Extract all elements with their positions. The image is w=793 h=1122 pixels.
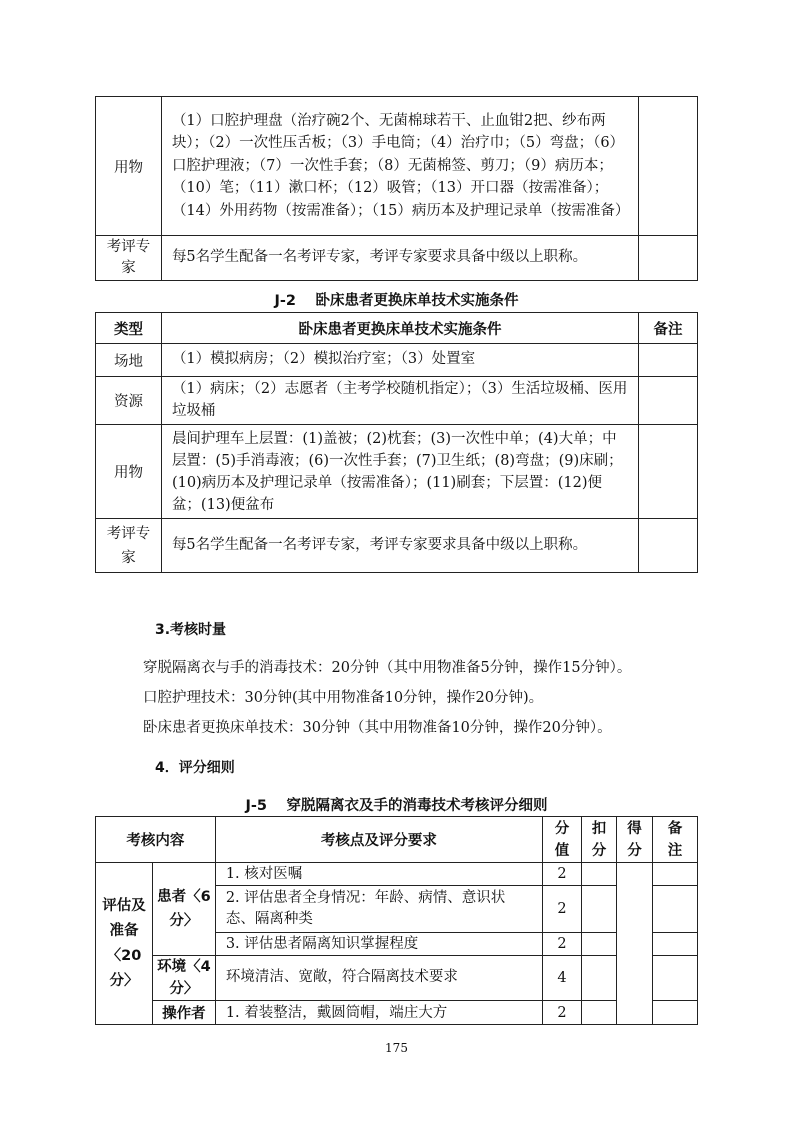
- content-text: 每5名学生配备一名考评专家，考评专家要求具备中级以上职称。: [171, 249, 588, 266]
- item-score: 4: [543, 956, 582, 1001]
- deduct-cell: [582, 933, 617, 956]
- content-cell: （1）病床；（2）志愿者（主考学校随机指定）；（3）生活垃圾桶、医用垃圾桶: [161, 377, 638, 425]
- header-content: 卧床患者更换床单技术实施条件: [161, 313, 638, 344]
- item-text: 环境清洁、宽敞，符合隔离技术要求: [215, 956, 542, 1001]
- deduct-cell: [582, 956, 617, 1001]
- content-text: （1）口腔护理盘（治疗碗2个、无菌棉球若干、止血钳2把、纱布两块）；（2）一次性压舌板；（3）手电筒；（4）治疗巾；（5）弯盘；（6）口腔护理液；（7）一次性手套；（8）无菌棉签、剪刀；（9）病历本；（10）笔；（11）漱口杯；（12）吸管；（13）开口器（按需准备）；（14）外用药物（按需准备）；（15）病历本及护理记录单（按需准备）: [171, 112, 630, 219]
- table-j2-caption: J-2 卧床患者更换床单技术实施条件: [274, 293, 519, 309]
- item-text: 2. 评估患者全身情况：年龄、病情、意识状态、隔离种类: [215, 886, 542, 933]
- header-note: 备注: [652, 817, 697, 863]
- note-cell: [652, 933, 697, 956]
- table-continuation: [95, 96, 698, 281]
- type-cell: 资源: [96, 377, 162, 425]
- item-score: 2: [543, 863, 582, 886]
- header-points: 考核点及评分要求: [215, 817, 542, 863]
- type-cell: [96, 97, 162, 236]
- section-3-heading: 3.考核时量: [155, 622, 227, 638]
- item-text: 3. 评估患者隔离知识掌握程度: [215, 933, 542, 956]
- type-cell: 考评专家: [96, 519, 162, 573]
- item-text: 1. 核对医嘱: [215, 863, 542, 886]
- note-cell: [639, 519, 698, 573]
- deduct-cell: [582, 1001, 617, 1025]
- page-number: 175: [385, 1041, 408, 1055]
- table-j5-caption: J-5 穿脱隔离衣及手的消毒技术考核评分细则: [245, 798, 548, 814]
- note-cell: [652, 956, 697, 1001]
- content-cell: （1）模拟病房；（2）模拟治疗室；（3）处置室: [161, 344, 638, 377]
- type-cell: [96, 236, 162, 281]
- content-cell: 每5名学生配备一名考评专家，考评专家要求具备中级以上职称。: [161, 519, 638, 573]
- note-cell: [639, 344, 698, 377]
- type-cell: 场地: [96, 344, 162, 377]
- content-cell: [161, 97, 638, 236]
- header-type: 类型: [96, 313, 162, 344]
- sub-patient: 患者〈6分〉: [152, 863, 215, 956]
- note-cell: [652, 1001, 697, 1025]
- group-cell: 评估及准备〈20分〉: [96, 863, 153, 1025]
- item-score: 2: [543, 1001, 582, 1025]
- header-note: 备注: [639, 313, 698, 344]
- note-cell: [652, 886, 697, 933]
- type-label: 考评专家: [106, 239, 151, 276]
- get-cell: [616, 863, 652, 1025]
- item-score: 2: [543, 886, 582, 933]
- item-text: 1. 着装整洁，戴圆筒帽，端庄大方: [215, 1001, 542, 1025]
- header-deduct: 扣分: [582, 817, 617, 863]
- item-score: 2: [543, 933, 582, 956]
- note-cell: [639, 236, 698, 281]
- sub-environment: 环境〈4分〉: [152, 956, 215, 1001]
- note-cell: [639, 377, 698, 425]
- sub-operator: 操作者: [152, 1001, 215, 1025]
- table-j2: [95, 312, 698, 573]
- type-cell: 用物: [96, 425, 162, 519]
- note-cell: [652, 863, 697, 886]
- deduct-cell: [582, 886, 617, 933]
- time-line-1: 穿脱隔离衣与手的消毒技术：20分钟（其中用物准备5分钟，操作15分钟）。: [143, 660, 632, 676]
- deduct-cell: [582, 863, 617, 886]
- time-line-3: 卧床患者更换床单技术：30分钟（其中用物准备10分钟，操作20分钟）。: [143, 720, 612, 736]
- type-label: 用物: [113, 159, 143, 176]
- note-cell: [639, 425, 698, 519]
- header-content: 考核内容: [96, 817, 216, 863]
- time-line-2: 口腔护理技术：30分钟(其中用物准备10分钟，操作20分钟)。: [143, 690, 544, 706]
- note-cell: [639, 97, 698, 236]
- content-cell: 晨间护理车上层置：(1)盖被；(2)枕套；(3)一次性中单；(4)大单；中层置：(5)手消毒液；(6)一次性手套；(7)卫生纸；(8)弯盘；(9)床刷；(10)病历本及护理记录单（按需准备）；(11)刷套；下层置：(12)便盆；(13)便盆布: [161, 425, 638, 519]
- content-cell: [161, 236, 638, 281]
- header-get: 得分: [616, 817, 652, 863]
- section-4-heading: 4．评分细则: [155, 760, 235, 776]
- header-score: 分值: [543, 817, 582, 863]
- table-j5: [95, 816, 698, 1025]
